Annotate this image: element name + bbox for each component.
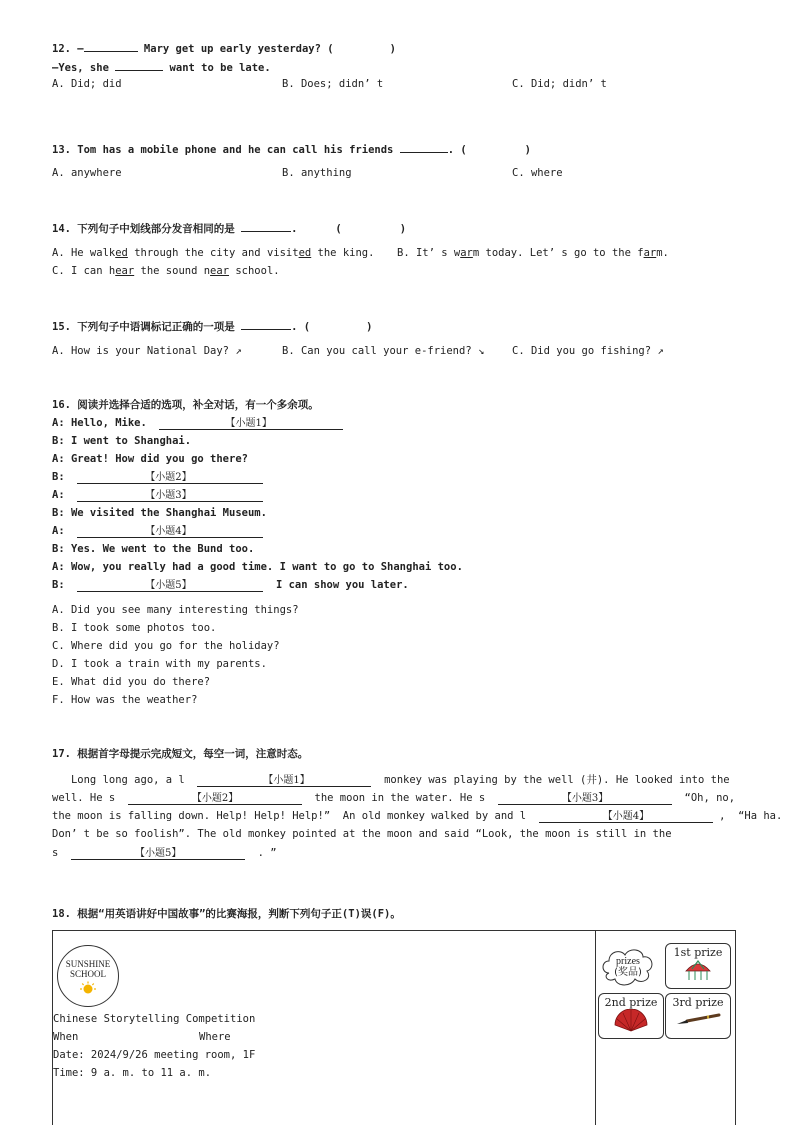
q16-option-e: E. What did you do there? (52, 676, 211, 688)
sun-icon (79, 981, 97, 995)
prizes-label-cloud (599, 943, 657, 991)
q16-option-d: D. I took a train with my parents. (52, 658, 267, 670)
blank-tag: 【小题4】 (145, 526, 192, 537)
option-text: the king. (311, 247, 375, 259)
answer-blank-2[interactable] (77, 472, 263, 484)
answer-blank[interactable] (115, 59, 163, 71)
when-label: When (53, 1031, 79, 1043)
passage-text: s (52, 847, 59, 859)
dialogue-line-6: B: We visited the Shanghai Museum. (52, 507, 267, 519)
q15-text: 15. 下列句子中语调标记正确的一项是 (52, 321, 235, 333)
answer-blank[interactable] (241, 318, 291, 330)
blank-tag: 【小题4】 (602, 811, 650, 822)
option-text: school. (229, 265, 280, 277)
answer-blank-3[interactable] (77, 490, 263, 502)
answer-blank-5[interactable] (77, 580, 263, 592)
q16-option-b: B. I took some photos too. (52, 622, 217, 634)
dialogue-text: I can show you later. (275, 579, 409, 591)
option-text: the sound n (134, 265, 211, 277)
q12-option-a: A. Did; did (52, 78, 122, 90)
q15-paren-open: . ( (291, 321, 311, 333)
underlined-part: ed (115, 247, 128, 259)
q13-option-b: B. anything (282, 167, 352, 179)
option-text: C. I can h (52, 265, 116, 277)
q12-option-b: B. Does; didn’ t (282, 78, 384, 90)
second-prize-label: 2nd prize (604, 996, 658, 1009)
q14-paren-open: . ( (291, 223, 342, 235)
q12-paren-close: ) (389, 43, 396, 55)
first-prize-card (665, 943, 731, 989)
q12-number: 12. — (52, 43, 84, 55)
underlined-part: ear (115, 265, 135, 277)
poster-divider (595, 931, 596, 1125)
option-text: m. (656, 247, 669, 259)
q14-option-c (52, 264, 280, 278)
q15-paren-close: ) (366, 321, 373, 333)
answer-blank-1[interactable] (159, 418, 343, 430)
q16-option-c: C. Where did you go for the holiday? (52, 640, 280, 652)
dialogue-line-10 (52, 578, 409, 592)
logo-text-line-2: SCHOOL (69, 969, 106, 979)
passage-text: the moon is falling down. Help! Help! Help!” An old monkey walked by and l (52, 810, 527, 822)
option-text: A. He walk (52, 247, 116, 259)
passage-blank-5[interactable] (71, 848, 245, 860)
passage-blank-4[interactable] (539, 811, 713, 823)
q14-line1 (52, 220, 406, 234)
option-text: m today. Let’ s go to the f (472, 247, 644, 259)
logo-text-line-1: SUNSHINE (65, 959, 111, 969)
third-prize-label: 3rd prize (672, 996, 724, 1009)
dialogue-text: A: (52, 525, 65, 537)
dialogue-text: A: (52, 489, 65, 501)
dialogue-text: A: Hello, Mike. (52, 417, 147, 429)
q12-line1 (52, 40, 396, 54)
q15-option-c: C. Did you go fishing? ↗ (512, 345, 664, 357)
passage-text: , “Ha ha. (712, 810, 783, 822)
passage-text: Long long ago, a l (52, 774, 185, 786)
q15-option-a: A. How is your National Day? ↗ (52, 345, 242, 357)
passage-line-2 (52, 791, 735, 805)
q15-option-b: B. Can you call your e-friend? ↘ (282, 345, 485, 357)
answer-blank-4[interactable] (77, 526, 263, 538)
dialogue-text: B: (52, 579, 65, 591)
blank-tag: 【小题1】 (225, 418, 272, 429)
where-label: Where (199, 1031, 231, 1043)
dialogue-line-5 (52, 488, 263, 502)
passage-text: . ” (244, 847, 277, 859)
answer-blank[interactable] (241, 220, 291, 232)
answer-blank[interactable] (400, 141, 448, 153)
passage-blank-3[interactable] (498, 793, 672, 805)
passage-line-1 (52, 773, 730, 787)
dialogue-text: B: (52, 471, 65, 483)
q15-line1 (52, 318, 372, 332)
competition-poster (52, 930, 736, 1125)
blank-tag: 【小题3】 (145, 490, 192, 501)
underlined-part: ar (643, 247, 657, 259)
q14-text: 14. 下列句子中划线部分发音相同的是 (52, 223, 235, 235)
q16-option-f: F. How was the weather? (52, 694, 198, 706)
passage-blank-1[interactable] (197, 775, 371, 787)
option-text: B. It’ s w (397, 247, 461, 259)
dialogue-line-9: A: Wow, you really had a good time. I want to go to Shanghai too. (52, 561, 463, 573)
q13-line1 (52, 141, 531, 155)
passage-line-3 (52, 809, 782, 823)
q16-option-a: A. Did you see many interesting things? (52, 604, 299, 616)
option-text: through the city and visit (127, 247, 299, 259)
q16-title: 16. 阅读并选择合适的选项，补全对话，有一个多余项。 (52, 399, 319, 411)
q13-option-c: C. where (512, 167, 563, 179)
dialogue-line-2: B: I went to Shanghai. (52, 435, 192, 447)
q14-option-b (397, 246, 669, 260)
passage-text: “Oh, no, (671, 792, 736, 804)
blank-tag: 【小题5】 (145, 580, 192, 591)
q14-option-a (52, 246, 374, 260)
answer-blank[interactable] (84, 40, 138, 52)
blank-tag: 【小题5】 (134, 848, 182, 859)
q12-line2-start: —Yes, she (52, 62, 109, 74)
first-prize-label: 1st prize (673, 946, 723, 959)
q14-paren-close: ) (399, 223, 407, 235)
passage-text: well. He s (52, 792, 116, 804)
q12-line2-rest: want to be late. (163, 62, 271, 74)
q18-title: 18. 根据“用英语讲好中国故事”的比赛海报，判断下列句子正(T)误(F)。 (52, 908, 401, 920)
brush-icon (673, 1011, 723, 1027)
passage-text: the moon in the water. He s (301, 792, 486, 804)
school-logo (57, 945, 119, 1007)
passage-line-5 (52, 846, 277, 860)
dialogue-line-1 (52, 416, 343, 430)
blank-tag: 【小题1】 (263, 775, 310, 786)
prizes-cn-label: (奖品) (614, 967, 642, 978)
blank-tag: 【小题3】 (561, 793, 609, 804)
q13-option-a: A. anywhere (52, 167, 122, 179)
fan-icon (611, 1009, 651, 1033)
kite-icon (683, 959, 713, 981)
q12-option-c: C. Did; didn’ t (512, 78, 607, 90)
underlined-part: ed (298, 247, 312, 259)
passage-line-4: Don’ t be so foolish”. The old monkey pointed at the moon and said “Look, the moon is still in the (52, 828, 672, 840)
dialogue-line-3: A: Great! How did you go there? (52, 453, 248, 465)
q13-text: 13. Tom has a mobile phone and he can call his friends (52, 144, 394, 156)
underlined-part: ear (210, 265, 230, 277)
q13-paren-close: ) (524, 144, 531, 156)
date-line: Date: 2024/9/26 meeting room, 1F (53, 1049, 256, 1061)
q12-text: Mary get up early yesterday? ( (137, 43, 334, 55)
q12-line2 (52, 59, 271, 73)
passage-blank-2[interactable] (128, 793, 302, 805)
dialogue-line-7 (52, 524, 263, 538)
third-prize-card (665, 993, 731, 1039)
blank-tag: 【小题2】 (191, 793, 239, 804)
q13-paren-open: . ( (447, 144, 467, 156)
prizes-label: prizes (616, 956, 640, 967)
time-line: Time: 9 a. m. to 11 a. m. (53, 1067, 212, 1079)
q17-title: 17. 根据首字母提示完成短文，每空一词，注意时态。 (52, 748, 309, 760)
second-prize-card (598, 993, 664, 1039)
blank-tag: 【小题2】 (145, 472, 192, 483)
dialogue-line-8: B: Yes. We went to the Bund too. (52, 543, 255, 555)
passage-text: monkey was playing by the well (井). He looked into the (371, 774, 730, 786)
poster-title: Chinese Storytelling Competition (53, 1013, 256, 1025)
dialogue-line-4 (52, 470, 263, 484)
underlined-part: ar (460, 247, 473, 259)
